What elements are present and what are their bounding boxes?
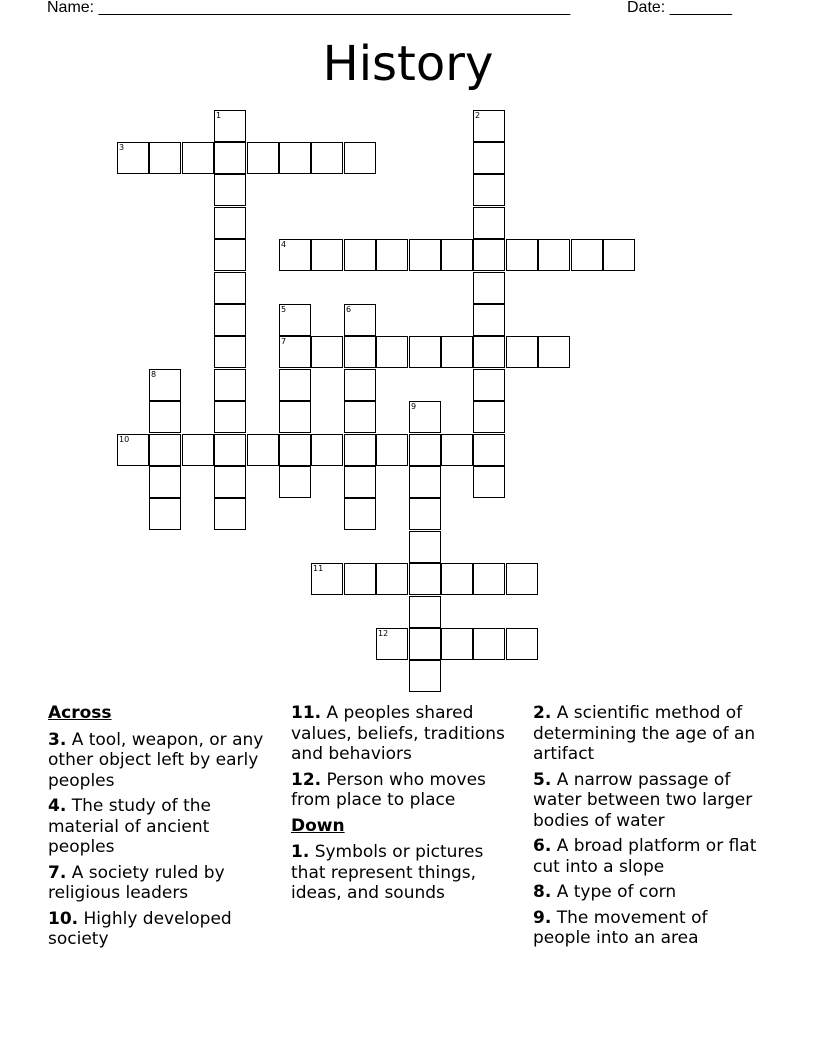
crossword-cell[interactable]	[214, 174, 246, 206]
crossword-cell[interactable]	[247, 434, 279, 466]
cell-number: 10	[119, 435, 130, 444]
cell-number: 5	[281, 305, 287, 314]
clue-column-3	[533, 703, 765, 954]
crossword-cell[interactable]	[214, 498, 246, 530]
crossword-cell[interactable]	[409, 498, 441, 530]
clue-text: A narrow passage of water between two larger bodies of water	[533, 769, 753, 831]
crossword-cell[interactable]	[214, 336, 246, 368]
clue-column-2	[291, 703, 523, 909]
cell-number: 1	[216, 111, 222, 120]
crossword-cell[interactable]	[376, 239, 408, 271]
clue-item	[48, 909, 280, 950]
crossword-cell[interactable]	[473, 142, 505, 174]
crossword-cell[interactable]	[311, 239, 343, 271]
crossword-cell[interactable]	[279, 434, 311, 466]
clue-number: 7.	[48, 862, 67, 883]
crossword-cell[interactable]	[409, 531, 441, 563]
clue-item	[533, 836, 765, 877]
crossword-cell[interactable]	[571, 239, 603, 271]
across-heading: Across	[48, 703, 112, 723]
crossword-cell[interactable]	[214, 434, 246, 466]
cell-number: 11	[313, 564, 324, 573]
crossword-cell[interactable]	[182, 142, 214, 174]
crossword-cell[interactable]	[538, 336, 570, 368]
crossword-cell[interactable]	[441, 239, 473, 271]
date-field-label: Date: _______	[627, 0, 732, 16]
page-title: History	[322, 36, 494, 92]
crossword-cell[interactable]	[149, 142, 181, 174]
cell-number: 4	[281, 240, 287, 249]
clue-text: A type of corn	[551, 882, 677, 902]
clue-number: 2.	[533, 703, 552, 723]
crossword-cell[interactable]	[506, 563, 538, 595]
crossword-cell[interactable]	[409, 336, 441, 368]
crossword-cell[interactable]	[117, 434, 149, 466]
clue-item	[291, 703, 523, 765]
crossword-cell[interactable]	[376, 563, 408, 595]
clue-number: 8.	[533, 882, 552, 902]
down-heading: Down	[291, 815, 345, 836]
crossword-cell[interactable]	[149, 401, 181, 433]
clue-number: 6.	[533, 836, 552, 856]
clue-text: Symbols or pictures that represent things, ideas, and sounds	[291, 842, 484, 903]
crossword-cell[interactable]	[149, 369, 181, 401]
crossword-cell[interactable]	[344, 336, 376, 368]
clue-item	[533, 703, 765, 765]
clue-text: A tool, weapon, or any other object left by early peoples	[48, 729, 264, 791]
crossword-cell[interactable]	[376, 336, 408, 368]
crossword-cell[interactable]	[344, 239, 376, 271]
crossword-cell[interactable]	[473, 401, 505, 433]
clue-item	[533, 770, 765, 832]
cell-number: 2	[475, 111, 481, 120]
crossword-cell[interactable]	[344, 369, 376, 401]
crossword-cell[interactable]	[441, 628, 473, 660]
crossword-cell[interactable]	[279, 239, 311, 271]
clue-text: The movement of people into an area	[533, 907, 708, 948]
crossword-cell[interactable]	[376, 628, 408, 660]
clue-column-1	[48, 703, 280, 955]
crossword-cell[interactable]	[603, 239, 635, 271]
crossword-cell[interactable]	[473, 110, 505, 142]
crossword-cell[interactable]	[409, 563, 441, 595]
cell-number: 3	[119, 143, 125, 152]
crossword-cell[interactable]	[473, 369, 505, 401]
crossword-cell[interactable]	[473, 207, 505, 239]
clue-item	[48, 863, 280, 904]
crossword-cell[interactable]	[279, 304, 311, 336]
crossword-cell[interactable]	[409, 239, 441, 271]
crossword-cell[interactable]	[441, 563, 473, 595]
crossword-cell[interactable]	[149, 434, 181, 466]
crossword-cell[interactable]	[538, 239, 570, 271]
crossword-cell[interactable]	[279, 369, 311, 401]
crossword-cell[interactable]	[214, 466, 246, 498]
crossword-cell[interactable]	[149, 466, 181, 498]
crossword-cell[interactable]	[214, 401, 246, 433]
crossword-cell[interactable]	[279, 466, 311, 498]
crossword-cell[interactable]	[279, 142, 311, 174]
crossword-cell[interactable]	[473, 239, 505, 271]
cell-number: 9	[411, 402, 417, 411]
crossword-cell[interactable]	[311, 563, 343, 595]
crossword-cell[interactable]	[473, 174, 505, 206]
crossword-cell[interactable]	[409, 434, 441, 466]
crossword-cell[interactable]	[344, 401, 376, 433]
crossword-cell[interactable]	[117, 142, 149, 174]
crossword-cell[interactable]	[376, 434, 408, 466]
clue-text: Person who moves from place to place	[291, 769, 486, 810]
crossword-cell[interactable]	[506, 628, 538, 660]
clue-item	[291, 842, 523, 904]
crossword-cell[interactable]	[441, 434, 473, 466]
crossword-cell[interactable]	[344, 434, 376, 466]
clue-item	[48, 730, 280, 792]
clue-text: A scientific method of determining the age of an artifact	[533, 703, 756, 764]
crossword-cell[interactable]	[182, 434, 214, 466]
clue-item	[48, 796, 280, 858]
clue-text: A society ruled by religious leaders	[48, 862, 225, 903]
cell-number: 6	[346, 305, 352, 314]
crossword-cell[interactable]	[506, 239, 538, 271]
crossword-cell[interactable]	[344, 304, 376, 336]
clue-number: 3.	[48, 729, 67, 750]
clue-item	[533, 882, 765, 903]
crossword-cell[interactable]	[409, 596, 441, 628]
clue-item	[533, 908, 765, 949]
crossword-cell[interactable]	[214, 272, 246, 304]
crossword-cell[interactable]	[311, 336, 343, 368]
clue-number: 12.	[291, 769, 322, 790]
crossword-cell[interactable]	[473, 466, 505, 498]
crossword-cell[interactable]	[214, 304, 246, 336]
crossword-cell[interactable]	[149, 498, 181, 530]
crossword-cell[interactable]	[247, 142, 279, 174]
crossword-cell[interactable]	[214, 239, 246, 271]
crossword-cell[interactable]	[214, 110, 246, 142]
crossword-cell[interactable]	[344, 142, 376, 174]
crossword-cell[interactable]	[409, 401, 441, 433]
clue-number: 5.	[533, 769, 552, 790]
crossword-cell[interactable]	[409, 466, 441, 498]
crossword-cell[interactable]	[473, 434, 505, 466]
clue-text: Highly developed society	[48, 908, 232, 949]
crossword-cell[interactable]	[506, 336, 538, 368]
crossword-cell[interactable]	[279, 336, 311, 368]
cell-number: 7	[281, 337, 287, 346]
crossword-cell[interactable]	[214, 142, 246, 174]
crossword-cell[interactable]	[214, 207, 246, 239]
clue-text: A broad platform or flat cut into a slope	[533, 836, 757, 877]
crossword-cell[interactable]	[473, 563, 505, 595]
crossword-cell[interactable]	[409, 660, 441, 692]
crossword-cell[interactable]	[311, 142, 343, 174]
cell-number: 8	[151, 370, 157, 379]
crossword-cell[interactable]	[279, 401, 311, 433]
crossword-cell[interactable]	[473, 304, 505, 336]
cell-number: 12	[378, 629, 389, 638]
clue-number: 11.	[291, 703, 322, 723]
clue-number: 1.	[291, 842, 310, 862]
crossword-cell[interactable]	[409, 628, 441, 660]
crossword-cell[interactable]	[344, 466, 376, 498]
crossword-cell[interactable]	[214, 369, 246, 401]
crossword-cell[interactable]	[441, 336, 473, 368]
clue-number: 9.	[533, 907, 552, 928]
crossword-cell[interactable]	[311, 434, 343, 466]
clue-text: A peoples shared values, beliefs, traditions and behaviors	[291, 703, 505, 764]
crossword-cell[interactable]	[473, 628, 505, 660]
clue-number: 10.	[48, 908, 79, 929]
crossword-cell[interactable]	[473, 336, 505, 368]
crossword-cell[interactable]	[344, 498, 376, 530]
crossword-cell[interactable]	[473, 272, 505, 304]
crossword-cell[interactable]	[344, 563, 376, 595]
clue-item	[291, 770, 523, 811]
name-field-label: Name: _____________________________________________________	[47, 0, 571, 16]
clue-number: 4.	[48, 796, 67, 816]
clue-text: The study of the material of ancient peoples	[48, 796, 211, 857]
